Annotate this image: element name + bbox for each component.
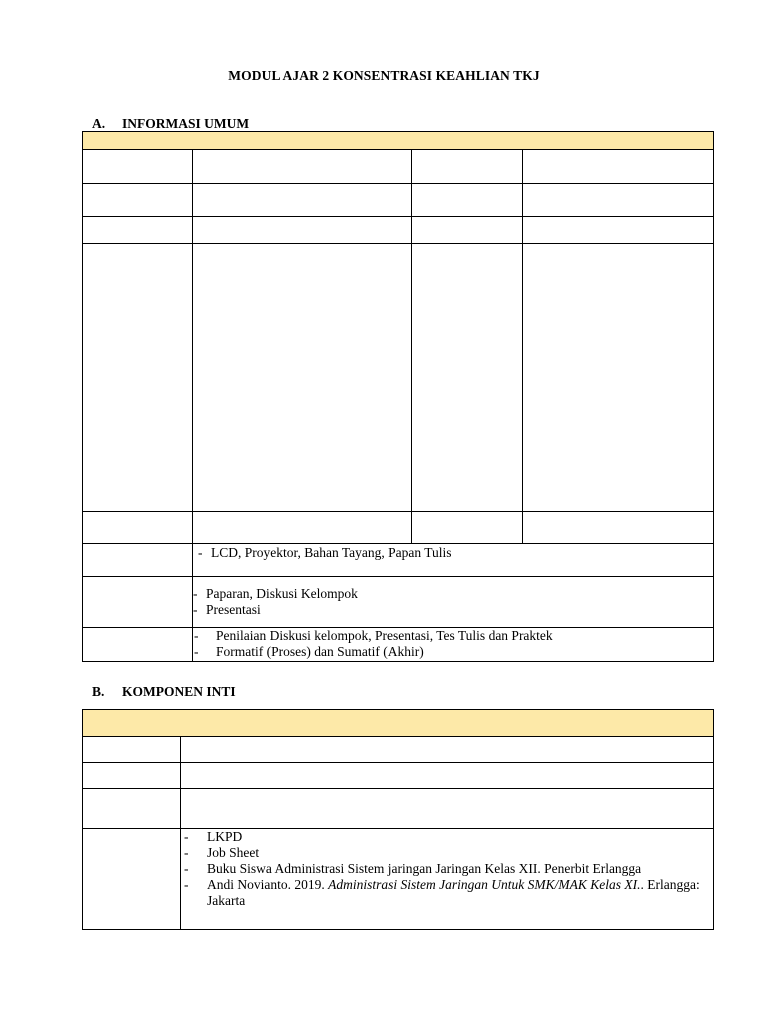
- table-cell: [523, 244, 714, 512]
- list-item: - Job Sheet: [181, 845, 713, 861]
- table-cell: [193, 244, 412, 512]
- sumber-content-cell: [181, 829, 714, 930]
- section-b-heading: [92, 684, 236, 700]
- sumber-list: [181, 829, 713, 909]
- list-item: - Penilaian Diskusi kelompok, Presentasi, Tes Tulis dan Praktek: [193, 628, 713, 644]
- section-a-label: INFORMASI UMUM: [122, 116, 250, 131]
- sumber-label-cell: [83, 829, 181, 930]
- table-cell: [523, 150, 714, 184]
- list-item: - LCD, Proyektor, Bahan Tayang, Papan Tulis: [198, 545, 707, 561]
- komponen-inti-table: [82, 709, 714, 930]
- table-cell: [193, 217, 412, 244]
- list-item: - LKPD: [181, 829, 713, 845]
- list-item: [181, 877, 713, 909]
- model-list: [193, 577, 713, 618]
- sarana-label-cell: [83, 544, 193, 577]
- section-a-letter: A.: [92, 116, 106, 131]
- komponen-inti-header-row: [83, 710, 714, 737]
- table-cell: [412, 150, 523, 184]
- informasi-umum-header-row: [83, 132, 714, 150]
- table-cell: [83, 244, 193, 512]
- table-cell: [412, 244, 523, 512]
- asesmen-list: [193, 628, 713, 660]
- reference-publisher: . Erlangga: Jakarta: [207, 877, 700, 908]
- table-cell: [193, 512, 412, 544]
- informasi-umum-table: [82, 131, 714, 662]
- table-cell: [181, 789, 714, 829]
- list-item: - Formatif (Proses) dan Sumatif (Akhir): [193, 644, 713, 660]
- model-label-cell: [83, 577, 193, 628]
- reference-author: Andi Novianto. 2019.: [207, 877, 329, 892]
- table-cell: [181, 737, 714, 763]
- table-cell: [193, 184, 412, 217]
- list-item: - Paparan, Diskusi Kelompok: [193, 586, 713, 602]
- table-cell: [83, 184, 193, 217]
- list-item: - Presentasi: [193, 602, 713, 618]
- document-title: MODUL AJAR 2 KONSENTRASI KEAHLIAN TKJ: [228, 68, 540, 83]
- table-cell: [83, 512, 193, 544]
- table-cell: [523, 217, 714, 244]
- table-cell: [523, 184, 714, 217]
- section-b-label: KOMPONEN INTI: [122, 684, 236, 699]
- section-a-heading: [92, 116, 249, 132]
- model-content-cell: [193, 577, 714, 628]
- table-cell: [412, 512, 523, 544]
- section-b-letter: B.: [92, 684, 105, 699]
- table-cell: [523, 512, 714, 544]
- table-cell: [193, 150, 412, 184]
- table-cell: [83, 789, 181, 829]
- table-cell: [83, 763, 181, 789]
- table-cell: [412, 184, 523, 217]
- table-cell: [83, 737, 181, 763]
- table-cell: [181, 763, 714, 789]
- table-cell: [83, 217, 193, 244]
- list-item: - Buku Siswa Administrasi Sistem jaringan Jaringan Kelas XII. Penerbit Erlangga: [181, 861, 713, 877]
- asesmen-content-cell: [193, 628, 714, 662]
- sarana-content-cell: [193, 544, 714, 577]
- table-cell: [83, 150, 193, 184]
- table-cell: [412, 217, 523, 244]
- reference-book-title: Administrasi Sistem Jaringan Untuk SMK/MAK Kelas XI.: [328, 877, 641, 892]
- asesmen-label-cell: [83, 628, 193, 662]
- sarana-list: [198, 545, 707, 561]
